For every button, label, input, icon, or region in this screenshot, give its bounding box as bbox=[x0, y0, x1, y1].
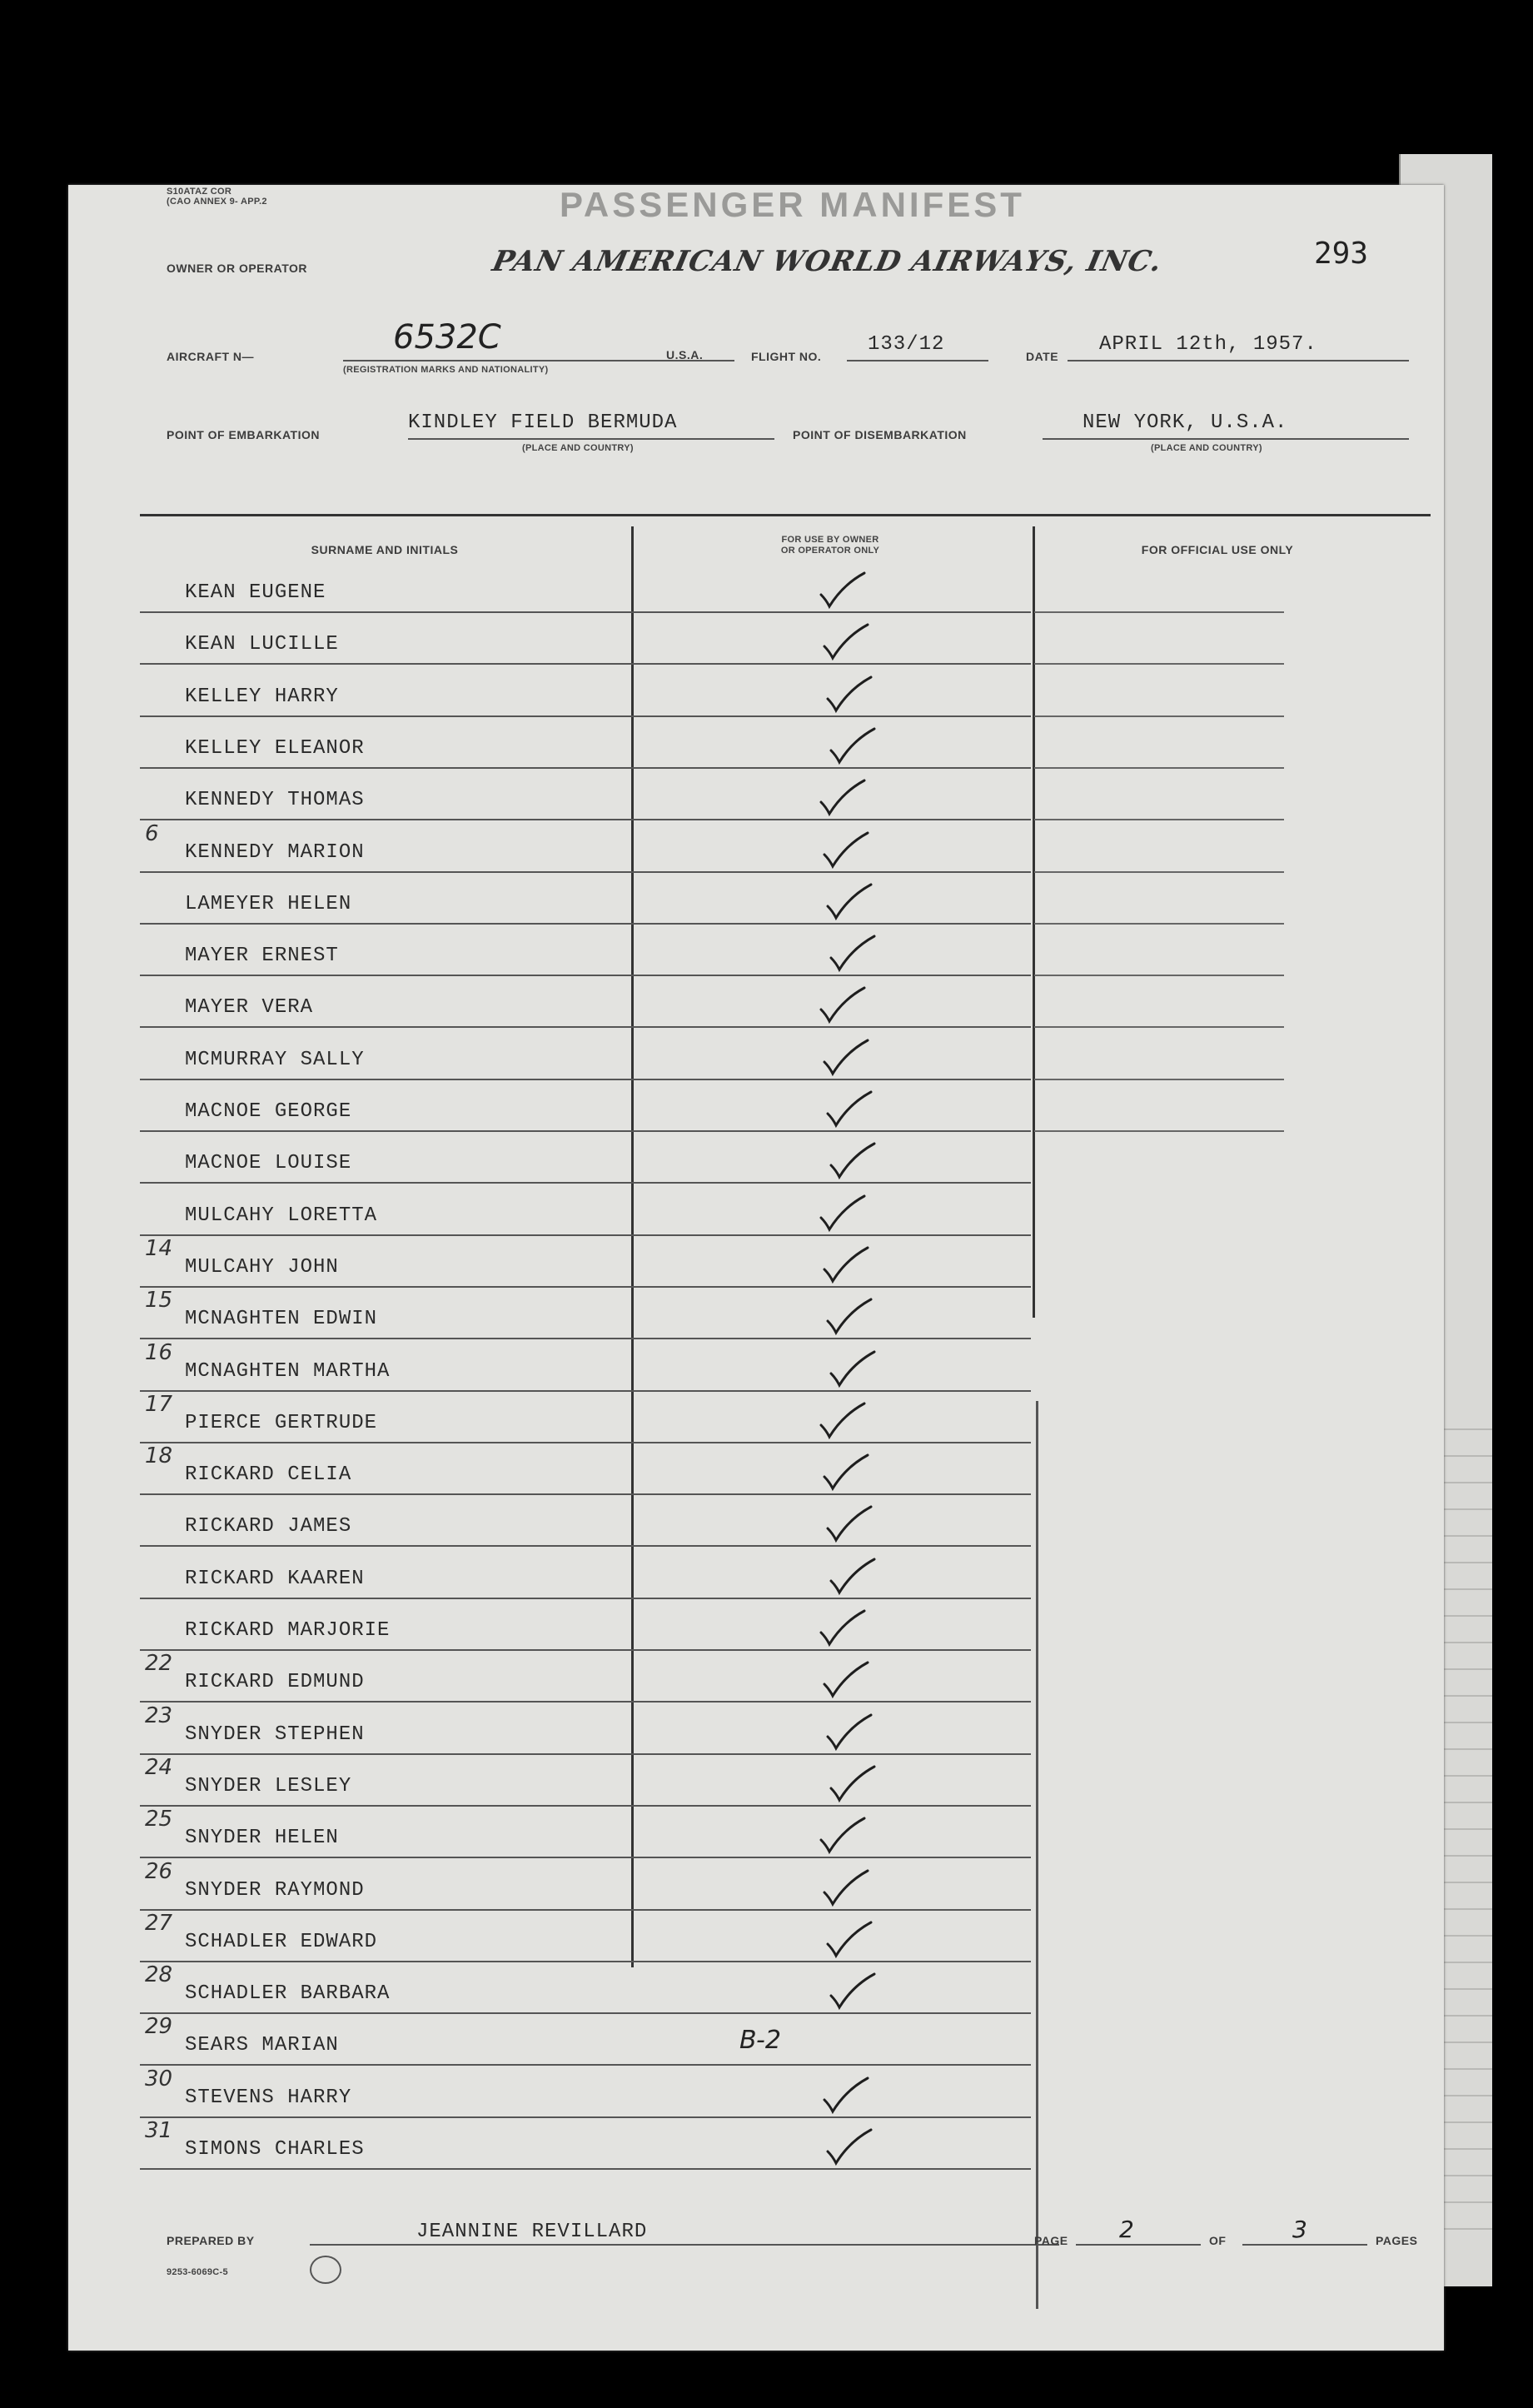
check-mark-icon bbox=[821, 1244, 871, 1286]
check-mark-icon bbox=[824, 2126, 874, 2168]
usa-label: U.S.A. bbox=[666, 348, 704, 361]
col-surname: SURNAME AND INITIALS bbox=[311, 543, 459, 556]
passenger-name: MAYER ERNEST bbox=[185, 945, 339, 967]
disembark-label: POINT OF DISEMBARKATION bbox=[793, 428, 967, 441]
passenger-name: SEARS MARIAN bbox=[185, 2034, 339, 2057]
passenger-name: RICKARD KAAREN bbox=[185, 1568, 365, 1590]
passenger-name: RICKARD JAMES bbox=[185, 1515, 352, 1538]
passenger-name: MAYER VERA bbox=[185, 996, 314, 1019]
prepared-value: JEANNINE REVILLARD bbox=[416, 2221, 648, 2243]
check-mark-icon bbox=[821, 830, 871, 871]
passenger-name: MULCAHY LORETTA bbox=[185, 1204, 378, 1227]
check-mark-icon bbox=[828, 1140, 878, 1182]
row-number: 15 bbox=[145, 1288, 173, 1313]
row-number: 16 bbox=[145, 1340, 173, 1365]
date-label: DATE bbox=[1026, 350, 1059, 363]
embark-caption: (PLACE AND COUNTRY) bbox=[522, 443, 634, 453]
page-title: PASSENGER MANIFEST bbox=[560, 185, 1025, 224]
passenger-name: KEAN EUGENE bbox=[185, 581, 326, 604]
row-number: 22 bbox=[145, 1651, 173, 1676]
check-mark-icon bbox=[828, 1971, 878, 2012]
col-owner-use: FOR USE BY OWNER OR OPERATOR ONLY bbox=[780, 535, 880, 556]
row-number: 29 bbox=[145, 2014, 173, 2039]
of-value: 3 bbox=[1292, 2216, 1307, 2243]
passenger-name: RICKARD CELIA bbox=[185, 1463, 352, 1486]
passenger-name: MACNOE LOUISE bbox=[185, 1152, 352, 1174]
check-mark-icon bbox=[821, 2075, 871, 2116]
passenger-name: KEAN LUCILLE bbox=[185, 633, 339, 656]
row-number: 27 bbox=[145, 1911, 173, 1936]
row-number: 25 bbox=[145, 1807, 173, 1832]
check-mark-icon bbox=[824, 1296, 874, 1338]
check-mark-icon bbox=[818, 570, 868, 611]
check-mark-icon bbox=[818, 777, 868, 819]
handwritten-note: B-2 bbox=[739, 2026, 781, 2055]
check-mark-icon bbox=[828, 933, 878, 975]
form-code-corner: S10ATAZ COR (CAO ANNEX 9- APP.2 bbox=[167, 187, 267, 207]
passenger-name: RICKARD MARJORIE bbox=[185, 1619, 391, 1642]
column-divider-1 bbox=[631, 526, 634, 1967]
owner-value: PAN AMERICAN WORLD AIRWAYS, INC. bbox=[489, 245, 1166, 278]
passenger-name: MCNAGHTEN MARTHA bbox=[185, 1360, 391, 1383]
embark-value: KINDLEY FIELD BERMUDA bbox=[408, 411, 678, 434]
check-mark-icon bbox=[824, 1712, 874, 1753]
column-divider-2-lower bbox=[1036, 1401, 1038, 2309]
printer-seal-icon bbox=[310, 2256, 341, 2284]
passenger-name: MCMURRAY SALLY bbox=[185, 1049, 365, 1071]
check-mark-icon bbox=[824, 1089, 874, 1130]
passenger-name: STEVENS HARRY bbox=[185, 2086, 352, 2109]
flight-value: 133/12 bbox=[868, 333, 945, 356]
check-mark-icon bbox=[828, 725, 878, 767]
disembark-caption: (PLACE AND COUNTRY) bbox=[1151, 443, 1262, 453]
check-mark-icon bbox=[818, 985, 868, 1026]
check-mark-icon bbox=[818, 1815, 868, 1857]
form-code-footer: 9253-6069C-5 bbox=[167, 2267, 228, 2277]
row-number: 24 bbox=[145, 1755, 173, 1780]
check-mark-icon bbox=[821, 1659, 871, 1701]
passenger-name: LAMEYER HELEN bbox=[185, 893, 352, 915]
check-mark-icon bbox=[824, 1503, 874, 1545]
embark-label: POINT OF EMBARKATION bbox=[167, 428, 320, 441]
row-number: 23 bbox=[145, 1703, 173, 1728]
pages-label: PAGES bbox=[1376, 2234, 1418, 2247]
passenger-name: MCNAGHTEN EDWIN bbox=[185, 1308, 378, 1330]
page-label: PAGE bbox=[1034, 2234, 1068, 2247]
check-mark-icon bbox=[828, 1349, 878, 1390]
passenger-name: KELLEY HARRY bbox=[185, 686, 339, 708]
passenger-name: MULCAHY JOHN bbox=[185, 1256, 339, 1279]
manifest-page bbox=[68, 185, 1444, 2351]
check-mark-icon bbox=[824, 674, 874, 715]
passenger-name: KENNEDY MARION bbox=[185, 841, 365, 864]
aircraft-caption: (REGISTRATION MARKS AND NATIONALITY) bbox=[343, 365, 549, 375]
passenger-name: KENNEDY THOMAS bbox=[185, 789, 365, 811]
check-mark-icon bbox=[818, 1193, 868, 1234]
passenger-name: PIERCE GERTRUDE bbox=[185, 1412, 378, 1434]
flight-label: FLIGHT NO. bbox=[751, 350, 822, 363]
row-number: 26 bbox=[145, 1859, 173, 1884]
row-number: 14 bbox=[145, 1236, 173, 1261]
passenger-name: SNYDER STEPHEN bbox=[185, 1723, 365, 1746]
of-label: OF bbox=[1209, 2234, 1227, 2247]
check-mark-icon bbox=[821, 1037, 871, 1079]
aircraft-label: AIRCRAFT N— bbox=[167, 350, 255, 363]
row-number: 28 bbox=[145, 1962, 173, 1987]
check-mark-icon bbox=[828, 1556, 878, 1598]
passenger-name: SCHADLER EDWARD bbox=[185, 1931, 378, 1953]
passenger-name: KELLEY ELEANOR bbox=[185, 737, 365, 760]
page-stamp-number: 293 bbox=[1314, 237, 1369, 271]
passenger-name: SCHADLER BARBARA bbox=[185, 1982, 391, 2005]
check-mark-icon bbox=[821, 621, 871, 663]
prepared-label: PREPARED BY bbox=[167, 2234, 255, 2247]
aircraft-value: 6532C bbox=[393, 318, 501, 356]
passenger-name: SIMONS CHARLES bbox=[185, 2138, 365, 2161]
check-mark-icon bbox=[824, 1919, 874, 1961]
row-number: 18 bbox=[145, 1443, 173, 1468]
check-mark-icon bbox=[821, 1452, 871, 1493]
col-official-use: FOR OFFICIAL USE ONLY bbox=[1141, 543, 1294, 556]
owner-label: OWNER OR OPERATOR bbox=[167, 262, 307, 275]
check-mark-icon bbox=[824, 881, 874, 923]
row-number: 30 bbox=[145, 2066, 173, 2091]
check-mark-icon bbox=[818, 1608, 868, 1649]
column-divider-2 bbox=[1033, 526, 1035, 1318]
passenger-name: SNYDER RAYMOND bbox=[185, 1879, 365, 1902]
passenger-name: RICKARD EDMUND bbox=[185, 1671, 365, 1693]
check-mark-icon bbox=[818, 1400, 868, 1442]
row-number: 6 bbox=[145, 821, 159, 846]
passenger-name: SNYDER LESLEY bbox=[185, 1775, 352, 1797]
check-mark-icon bbox=[821, 1867, 871, 1909]
page-value: 2 bbox=[1119, 2216, 1134, 2243]
row-number: 17 bbox=[145, 1392, 173, 1417]
check-mark-icon bbox=[828, 1763, 878, 1805]
row-number: 31 bbox=[145, 2118, 173, 2143]
disembark-value: NEW YORK, U.S.A. bbox=[1083, 411, 1288, 434]
date-value: APRIL 12th, 1957. bbox=[1099, 333, 1317, 356]
passenger-name: SNYDER HELEN bbox=[185, 1827, 339, 1849]
passenger-name: MACNOE GEORGE bbox=[185, 1100, 352, 1123]
